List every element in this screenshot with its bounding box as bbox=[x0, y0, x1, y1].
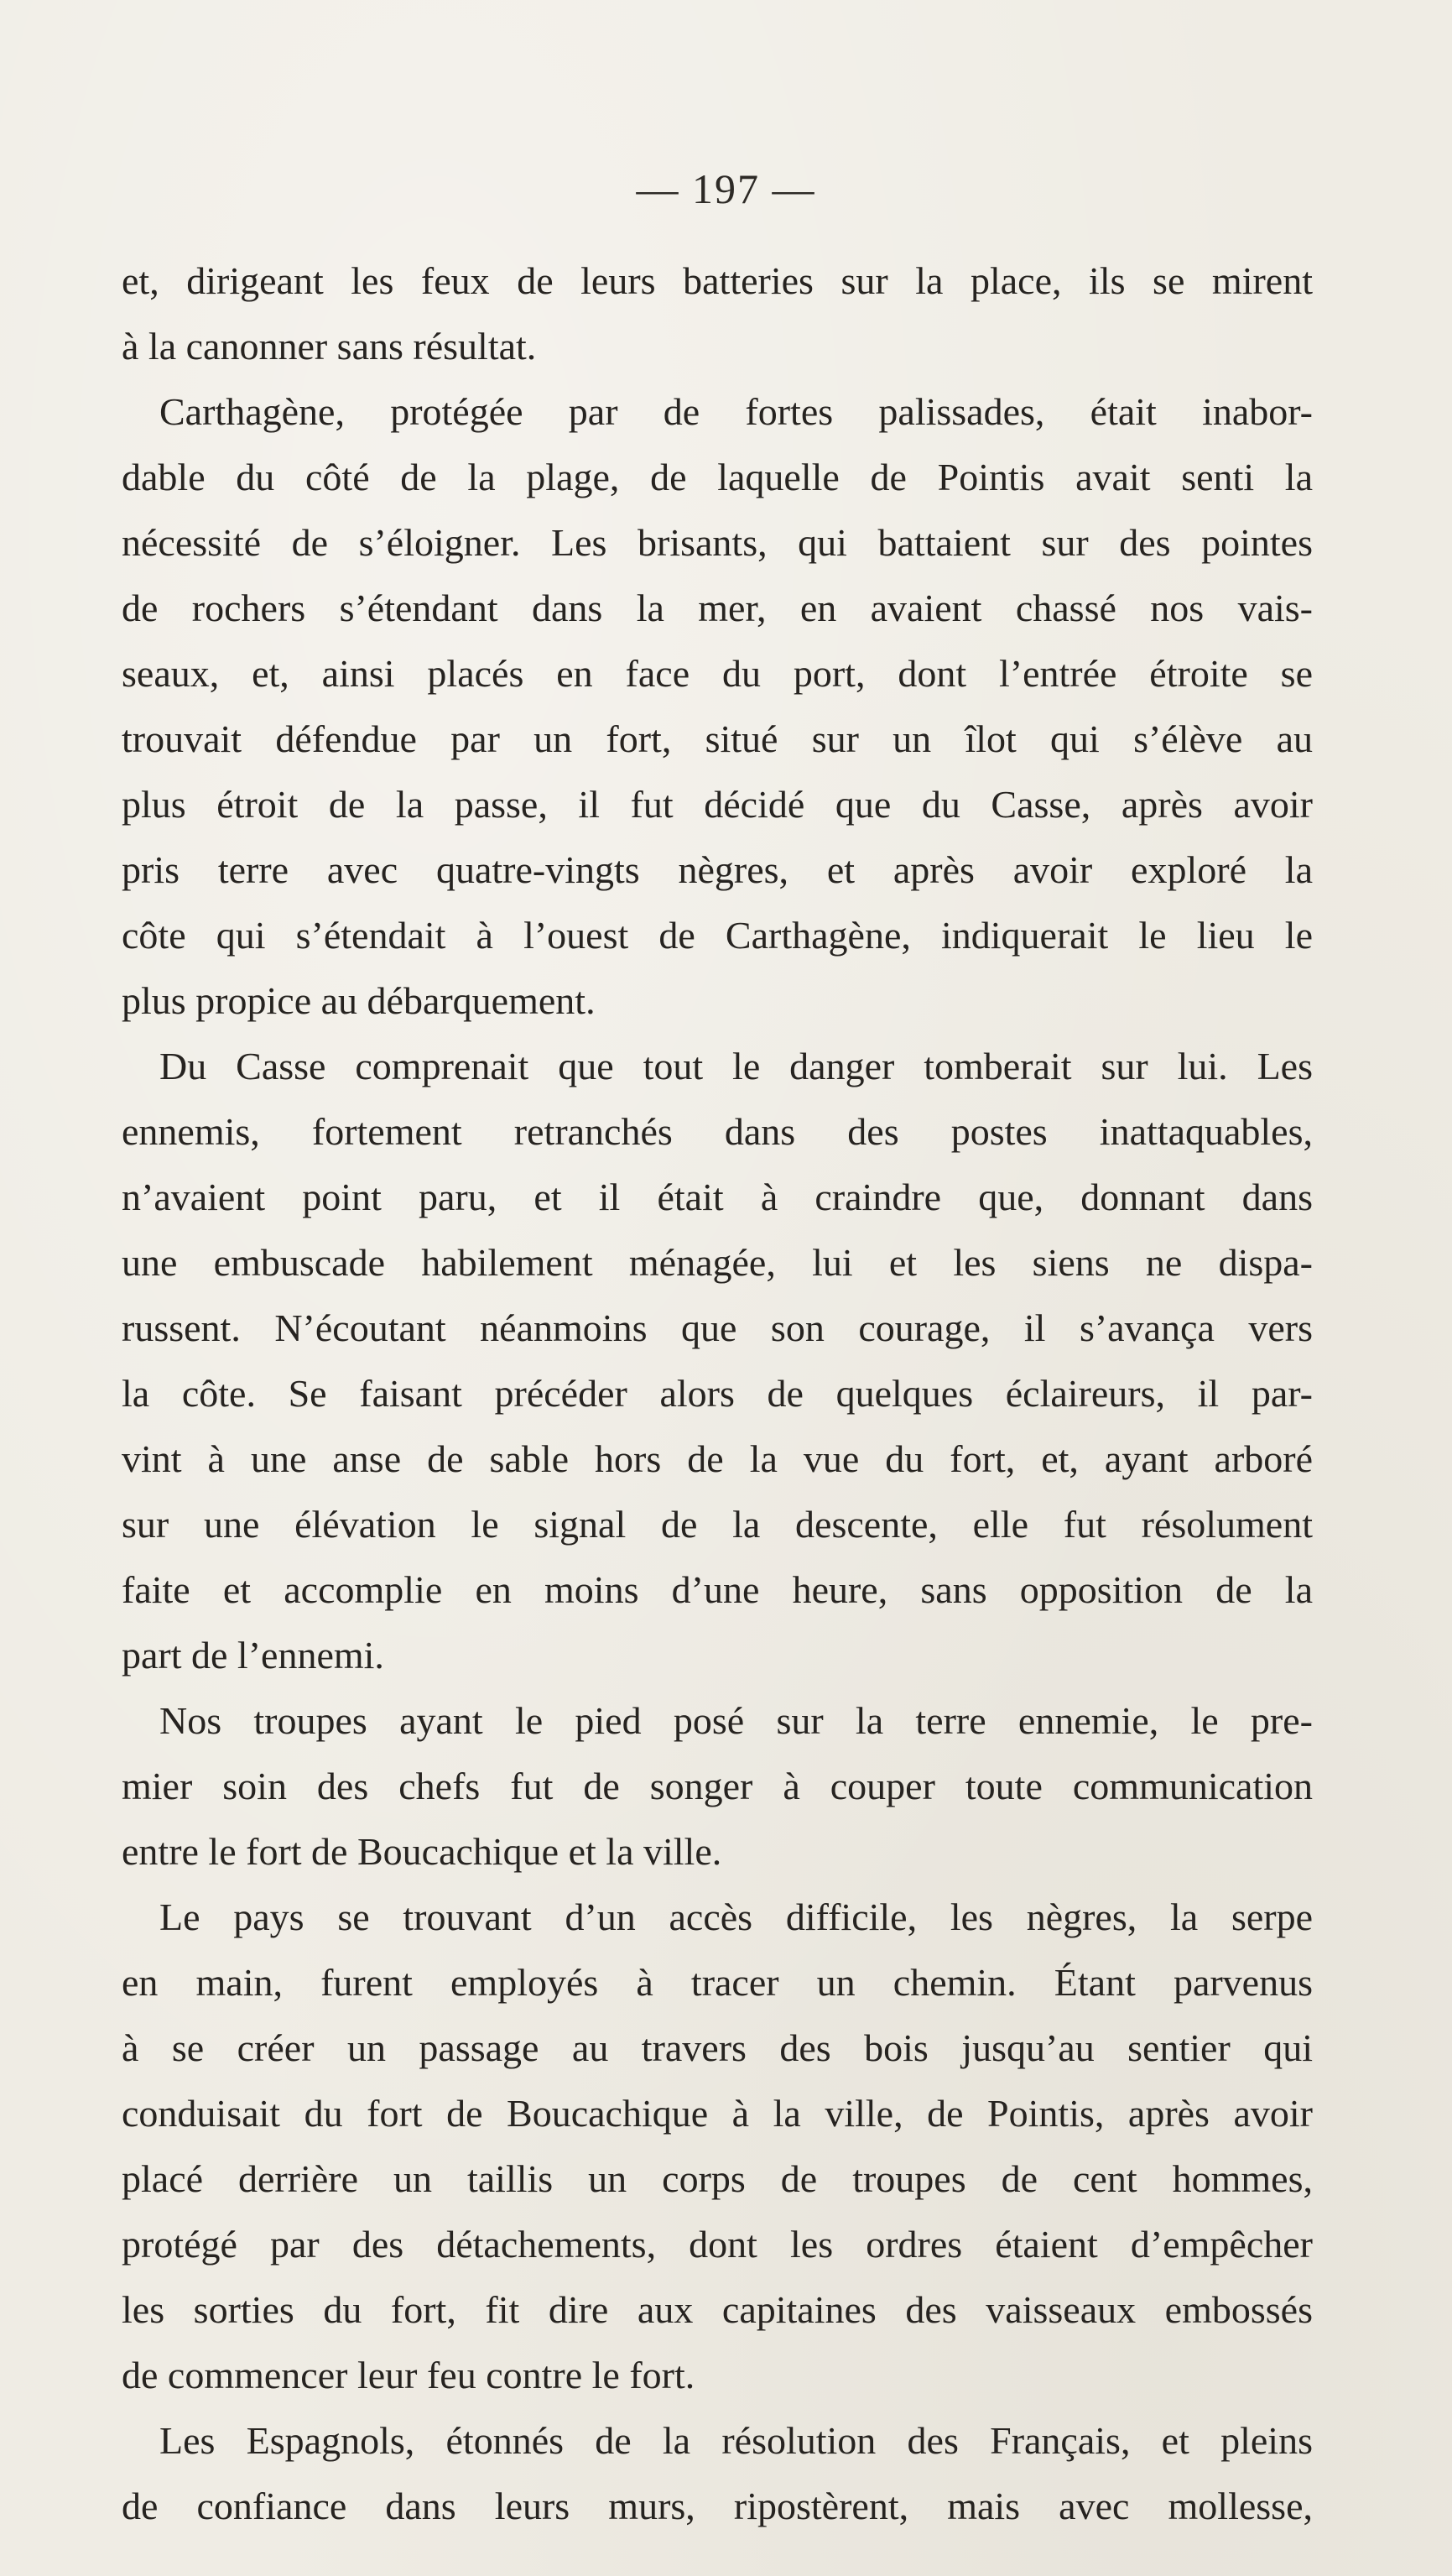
body-text bbox=[122, 248, 1313, 2539]
text-line: Le pays se trouvant d’un accès difficile, les nègres, la serpe bbox=[159, 1895, 1313, 1938]
text-line: entre le fort de Boucachique et la ville. bbox=[122, 1830, 722, 1873]
text-line: sur une élévation le signal de la descente, elle fut résolument bbox=[122, 1503, 1313, 1546]
text-line: de commencer leur feu contre le fort. bbox=[122, 2354, 695, 2396]
text-line: côte qui s’étendait à l’ouest de Carthagène, indiquerait le lieu le bbox=[122, 914, 1313, 957]
text-line: mier soin des chefs fut de songer à couper toute communication bbox=[122, 1765, 1313, 1807]
text-line: n’avaient point paru, et il était à craindre que, donnant dans bbox=[122, 1176, 1313, 1218]
text-line: Carthagène, protégée par de fortes palissades, était inabor- bbox=[159, 390, 1313, 433]
text-line: une embuscade habilement ménagée, lui et les siens ne dispa- bbox=[122, 1241, 1313, 1284]
text-line: faite et accomplie en moins d’une heure, sans opposition de la bbox=[122, 1568, 1313, 1611]
text-line: plus étroit de la passe, il fut décidé que du Casse, après avoir bbox=[122, 783, 1313, 826]
text-line: la côte. Se faisant précéder alors de quelques éclaireurs, il par- bbox=[122, 1372, 1313, 1415]
text-line: Nos troupes ayant le pied posé sur la terre ennemie, le pre- bbox=[159, 1699, 1313, 1742]
text-line: les sorties du fort, fit dire aux capitaines des vaisseaux embossés bbox=[122, 2288, 1313, 2331]
text-line: et, dirigeant les feux de leurs batteries sur la place, ils se mirent bbox=[122, 259, 1313, 302]
text-line: protégé par des détachements, dont les ordres étaient d’empêcher bbox=[122, 2223, 1313, 2266]
text-line: de confiance dans leurs murs, ripostèrent, mais avec mollesse, bbox=[122, 2485, 1313, 2527]
text-line: à la canonner sans résultat. bbox=[122, 325, 537, 368]
text-line: à se créer un passage au travers des bois jusqu’au sentier qui bbox=[122, 2026, 1313, 2069]
text-line: plus propice au débarquement. bbox=[122, 979, 596, 1022]
text-line: Du Casse comprenait que tout le danger tomberait sur lui. Les bbox=[159, 1045, 1313, 1087]
page-number-header: — 197 — bbox=[636, 165, 816, 212]
text-line: placé derrière un taillis un corps de troupes de cent hommes, bbox=[122, 2157, 1313, 2200]
text-line: pris terre avec quatre-vingts nègres, et après avoir exploré la bbox=[122, 848, 1313, 891]
text-line: trouvait défendue par un fort, situé sur un îlot qui s’élève au bbox=[122, 717, 1313, 760]
text-line: conduisait du fort de Boucachique à la ville, de Pointis, après avoir bbox=[122, 2092, 1313, 2135]
text-line: ennemis, fortement retranchés dans des postes inattaquables, bbox=[122, 1110, 1313, 1153]
text-line: dable du côté de la plage, de laquelle de Pointis avait senti la bbox=[122, 456, 1313, 498]
text-line: part de l’ennemi. bbox=[122, 1634, 384, 1676]
text-line: Les Espagnols, étonnés de la résolution des Français, et pleins bbox=[159, 2419, 1313, 2462]
text-line: vint à une anse de sable hors de la vue du fort, et, ayant arboré bbox=[122, 1437, 1313, 1480]
text-line: de rochers s’étendant dans la mer, en avaient chassé nos vais- bbox=[122, 587, 1313, 629]
text-line: seaux, et, ainsi placés en face du port, dont l’entrée étroite se bbox=[122, 652, 1313, 695]
text-line: russent. N’écoutant néanmoins que son courage, il s’avança vers bbox=[122, 1306, 1313, 1349]
text-line: en main, furent employés à tracer un chemin. Étant parvenus bbox=[122, 1961, 1313, 2004]
text-line: nécessité de s’éloigner. Les brisants, qui battaient sur des pointes bbox=[122, 521, 1313, 564]
